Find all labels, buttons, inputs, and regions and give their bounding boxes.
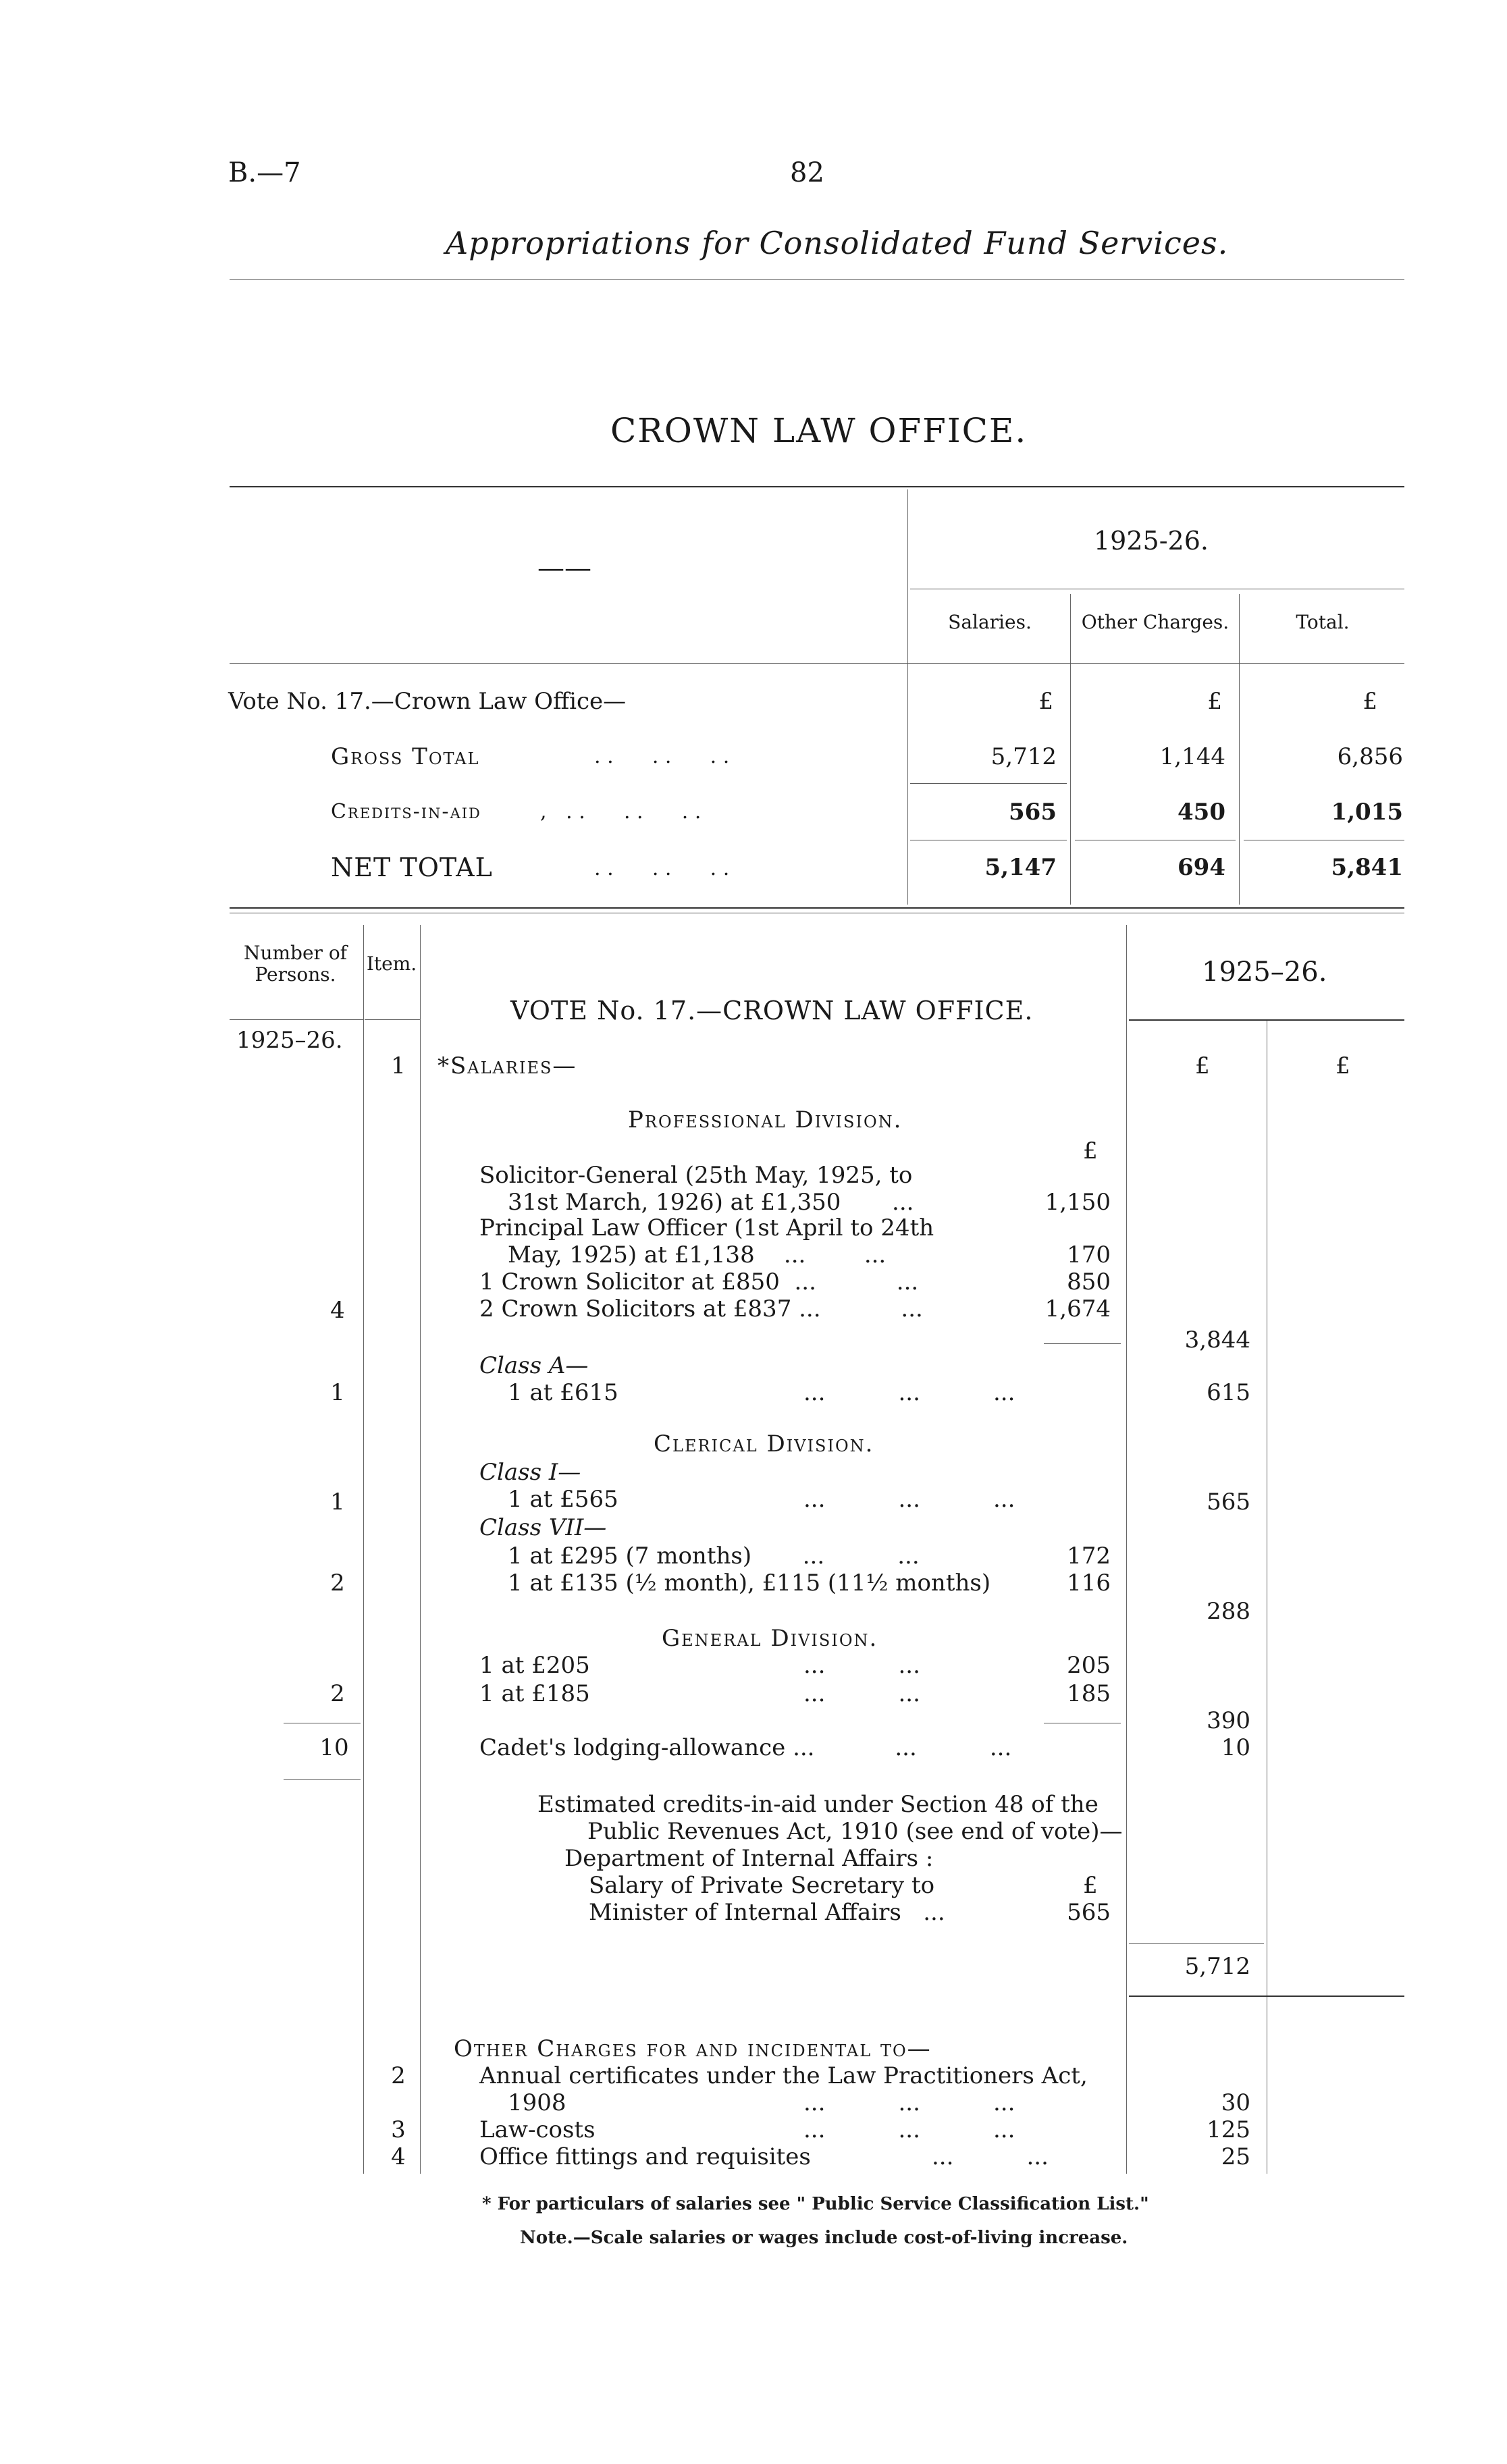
line-amount: 1,150 — [1045, 1189, 1111, 1216]
vote-title: VOTE No. 17.—CROWN LAW OFFICE. — [510, 996, 1034, 1025]
detail-year-rule — [1129, 1019, 1404, 1021]
class-vii-persons: 2 — [330, 1570, 345, 1597]
other-charges-heading: Other Charges for and incidental to— — [454, 2035, 932, 2062]
leader-dots: . . . . . . — [594, 745, 730, 768]
summary-bottom-rule — [230, 907, 1404, 909]
line-text: Office fittings and requisites — [479, 2143, 811, 2170]
class-vii-total: 288 — [1207, 1598, 1250, 1625]
document-reference: B.—7 — [228, 157, 301, 188]
running-title: Appropriations for Consolidated Fund Services. — [446, 225, 1229, 261]
item-number: 4 — [391, 2143, 406, 2170]
line-amount: 172 — [1067, 1543, 1111, 1570]
total-column-header: Total. — [1296, 611, 1350, 633]
gross-salaries-rule — [910, 783, 1067, 784]
class-a-persons: 1 — [330, 1379, 345, 1406]
general-persons: 2 — [330, 1680, 345, 1707]
class-i-label: Class I— — [479, 1459, 581, 1486]
item-column-rule — [420, 925, 421, 2174]
salaries-column-header: Salaries. — [948, 611, 1032, 633]
salaries-value: 565 — [1009, 799, 1057, 826]
persons-year: 1925–26. — [236, 1027, 343, 1054]
line-text: 2 Crown Solicitors at £837 ... ... — [479, 1295, 923, 1322]
salaries-footnote: * For particulars of salaries see " Public Service Classification List." — [482, 2194, 1149, 2214]
line-leaders: ... ... — [803, 1680, 920, 1707]
note-amount: 565 — [1067, 1899, 1111, 1926]
other-charges-currency: £ — [1207, 688, 1222, 715]
line-amount: 185 — [1067, 1680, 1111, 1707]
professional-subtotal: 3,844 — [1184, 1327, 1250, 1354]
line-text: 1 at £185 — [479, 1680, 590, 1707]
total-value: 1,015 — [1331, 799, 1403, 826]
office-title: CROWN LAW OFFICE. — [610, 411, 1028, 450]
line-leaders: ... ... — [803, 1652, 920, 1679]
salaries-value: 5,712 — [990, 743, 1057, 770]
summary-top-rule — [230, 486, 1404, 487]
line-text: 1 at £135 (½ month), £115 (11½ months) — [508, 1570, 991, 1597]
row-label: NET TOTAL — [331, 853, 493, 882]
professional-persons: 4 — [330, 1297, 345, 1324]
summary-divider — [907, 489, 908, 905]
cadet-allowance-amount: 10 — [1221, 1734, 1250, 1761]
inner-currency: £ — [1083, 1137, 1098, 1164]
class-a-total: 615 — [1207, 1379, 1250, 1406]
header-rule — [230, 279, 1404, 280]
line-text-continued: 31st March, 1926) at £1,350 ... — [508, 1189, 914, 1216]
other-charges-value: 694 — [1178, 854, 1225, 881]
note-line: Minister of Internal Affairs ... — [589, 1899, 945, 1926]
line-leaders: ... ... — [932, 2143, 1049, 2170]
professional-division-heading: Professional Division. — [628, 1106, 903, 1133]
class-i-leaders: ... ... ... — [803, 1486, 1015, 1513]
total-currency: £ — [1363, 688, 1377, 715]
total-persons: 10 — [319, 1734, 349, 1761]
right-currency: £ — [1336, 1052, 1350, 1079]
line-amount: 125 — [1207, 2116, 1250, 2143]
line-text: 1 at £295 (7 months) ... ... — [508, 1543, 920, 1570]
other-charges-value: 450 — [1178, 799, 1225, 826]
salaries-item-number: 1 — [391, 1052, 406, 1079]
persons-column-header: Number of Persons. — [243, 942, 348, 986]
line-amount: 205 — [1067, 1652, 1111, 1679]
cost-of-living-note: Note.—Scale salaries or wages include cost-of-living increase. — [520, 2228, 1128, 2248]
item-column-header: Item. — [366, 953, 417, 975]
line-leaders: ... ... ... — [803, 2089, 1015, 2116]
note-line: Department of Internal Affairs : — [564, 1845, 934, 1872]
line-text-continued: 1908 — [508, 2089, 566, 2116]
line-text: 1 Crown Solicitor at £850 ... ... — [479, 1268, 919, 1295]
salaries-total: 5,712 — [1184, 1953, 1250, 1980]
note-currency: £ — [1083, 1872, 1098, 1899]
summary-year: 1925-26. — [1094, 526, 1209, 556]
general-division-heading: General Division. — [662, 1625, 878, 1652]
total-value: 5,841 — [1331, 854, 1403, 881]
item-number: 3 — [391, 2116, 406, 2143]
line-amount: 30 — [1221, 2089, 1250, 2116]
class-a-leaders: ... ... ... — [803, 1379, 1015, 1406]
leader-dots: , . . . . . . — [540, 800, 702, 824]
page-number: 82 — [790, 157, 824, 188]
item-header-rule — [365, 1019, 420, 1020]
class-a-label: Class A— — [479, 1352, 589, 1379]
general-total: 390 — [1207, 1707, 1250, 1734]
class-i-line: 1 at £565 — [508, 1486, 618, 1513]
salaries-heading: *Salaries— — [438, 1052, 577, 1079]
summary-dash: —— — [537, 553, 591, 584]
line-amount: 850 — [1067, 1268, 1111, 1295]
line-text: Principal Law Officer (1st April to 24th — [479, 1214, 934, 1241]
left-amount-column-rule — [1126, 925, 1127, 2174]
note-line: Public Revenues Act, 1910 (see end of vote)— — [587, 1818, 1123, 1845]
total-value: 6,856 — [1337, 743, 1403, 770]
other-charges-column-divider — [1239, 594, 1240, 905]
other-charges-column-header: Other Charges. — [1081, 611, 1230, 633]
line-text: Annual certificates under the Law Practitioners Act, — [479, 2062, 1088, 2089]
persons-column-rule — [363, 925, 364, 2174]
class-i-total: 565 — [1207, 1489, 1250, 1516]
other-charges-value: 1,144 — [1159, 743, 1225, 770]
line-text: 1 at £205 — [479, 1652, 590, 1679]
salaries-total-bottom-rule — [1129, 1996, 1404, 1997]
cadet-allowance-line: Cadet's lodging-allowance ... ... ... — [479, 1734, 1012, 1761]
note-line: Estimated credits-in-aid under Section 48 of the — [537, 1791, 1099, 1818]
vote-label: Vote No. 17.—Crown Law Office— — [228, 688, 627, 715]
salaries-column-divider — [1070, 594, 1071, 905]
line-text: Law-costs — [479, 2116, 596, 2143]
left-currency: £ — [1195, 1052, 1210, 1079]
line-amount: 170 — [1067, 1241, 1111, 1268]
note-line: Salary of Private Secretary to — [589, 1872, 935, 1899]
line-amount: 25 — [1221, 2143, 1250, 2170]
line-amount: 116 — [1067, 1570, 1111, 1597]
salaries-currency: £ — [1038, 688, 1053, 715]
salaries-value: 5,147 — [984, 854, 1057, 881]
line-leaders: ... ... ... — [803, 2116, 1015, 2143]
line-text-continued: May, 1925) at £1,138 ... ... — [508, 1241, 887, 1268]
row-label: Gross Total — [331, 743, 480, 770]
line-amount: 1,674 — [1045, 1295, 1111, 1322]
total-persons-rule — [284, 1779, 361, 1780]
persons-header-rule — [230, 1019, 363, 1020]
class-vii-label: Class VII— — [479, 1514, 607, 1541]
leader-dots: . . . . . . — [594, 857, 730, 880]
clerical-division-heading: Clerical Division. — [654, 1430, 874, 1457]
detail-year: 1925–26. — [1202, 957, 1327, 988]
salaries-total-top-rule — [1129, 1943, 1264, 1944]
professional-subtotal-rule — [1044, 1343, 1121, 1344]
summary-header-rule — [230, 663, 1404, 664]
class-a-line: 1 at £615 — [508, 1379, 618, 1406]
row-label: Credits-in-aid — [331, 800, 481, 824]
line-text: Solicitor-General (25th May, 1925, to — [479, 1162, 913, 1189]
class-i-persons: 1 — [330, 1489, 345, 1516]
item-number: 2 — [391, 2062, 406, 2089]
